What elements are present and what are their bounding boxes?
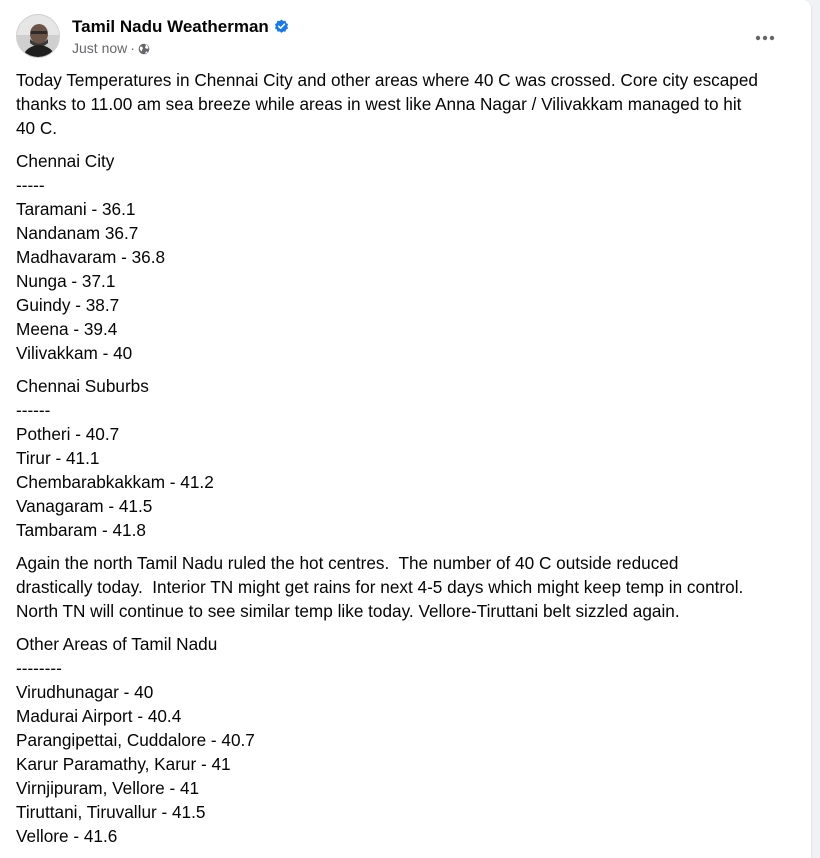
list-item: Tirur - 41.1 (16, 448, 100, 468)
list-item: Vanagaram - 41.5 (16, 496, 153, 516)
more-options-button[interactable] (747, 20, 783, 56)
list-item: Meena - 39.4 (16, 319, 118, 339)
list-item: Taramani - 36.1 (16, 199, 136, 219)
text-line: 40 C. (16, 118, 58, 138)
text-line: Today Temperatures in Chennai City and other areas where 40 C was crossed. Core city escaped (16, 70, 758, 90)
post-timestamp[interactable]: Just now (72, 39, 128, 56)
list-item: Virudhunagar - 40 (16, 682, 154, 702)
section-divider: -------- (16, 658, 62, 678)
chennai-city-section (16, 149, 806, 365)
section-heading: Chennai City (16, 151, 115, 171)
post-meta (72, 17, 289, 56)
post-time-row (72, 40, 289, 56)
list-item: Tambaram - 41.8 (16, 520, 146, 540)
list-item: Virnjipuram, Vellore - 41 (16, 778, 200, 798)
section-heading: Chennai Suburbs (16, 376, 149, 396)
section-heading: Other Areas of Tamil Nadu (16, 634, 218, 654)
list-item: Guindy - 38.7 (16, 295, 120, 315)
intro-paragraph (16, 68, 806, 140)
other-areas-section (16, 632, 806, 848)
list-item: Tiruttani, Tiruvallur - 41.5 (16, 802, 206, 822)
text-line: drastically today. Interior TN might get rains for next 4-5 days which might keep temp in control. (16, 577, 744, 597)
text-line: Again the north Tamil Nadu ruled the hot centres. The number of 40 C outside reduced (16, 553, 679, 573)
section-divider: ------ (16, 400, 51, 420)
list-item: Potheri - 40.7 (16, 424, 120, 444)
middle-paragraph (16, 551, 806, 623)
text-line: thanks to 11.00 am sea breeze while areas in west like Anna Nagar / Vilivakkam managed to hit (16, 94, 742, 114)
list-item: Nunga - 37.1 (16, 271, 116, 291)
section-divider: ----- (16, 175, 45, 195)
globe-icon[interactable] (138, 42, 150, 54)
list-item: Karur Paramathy, Karur - 41 (16, 754, 231, 774)
list-item: Nandanam 36.7 (16, 223, 139, 243)
list-item: Vellore - 41.6 (16, 826, 118, 846)
more-options-icon (755, 35, 775, 41)
list-item: Madurai Airport - 40.4 (16, 706, 182, 726)
post-header (16, 12, 795, 60)
avatar[interactable] (16, 14, 60, 58)
text-line: North TN will continue to see similar temp like today. Vellore-Tiruttani belt sizzled again. (16, 601, 680, 621)
author-row (72, 17, 289, 37)
chennai-suburbs-section (16, 374, 806, 542)
author-name[interactable]: Tamil Nadu Weatherman (72, 16, 269, 36)
verified-badge-icon (274, 19, 289, 34)
list-item: Madhavaram - 36.8 (16, 247, 166, 267)
post-body (16, 68, 806, 857)
list-item: Vilivakkam - 40 (16, 343, 133, 363)
list-item: Chembarabkakkam - 41.2 (16, 472, 214, 492)
separator-dot: · (130, 39, 135, 56)
avatar-image (17, 15, 60, 58)
list-item: Parangipettai, Cuddalore - 40.7 (16, 730, 255, 750)
